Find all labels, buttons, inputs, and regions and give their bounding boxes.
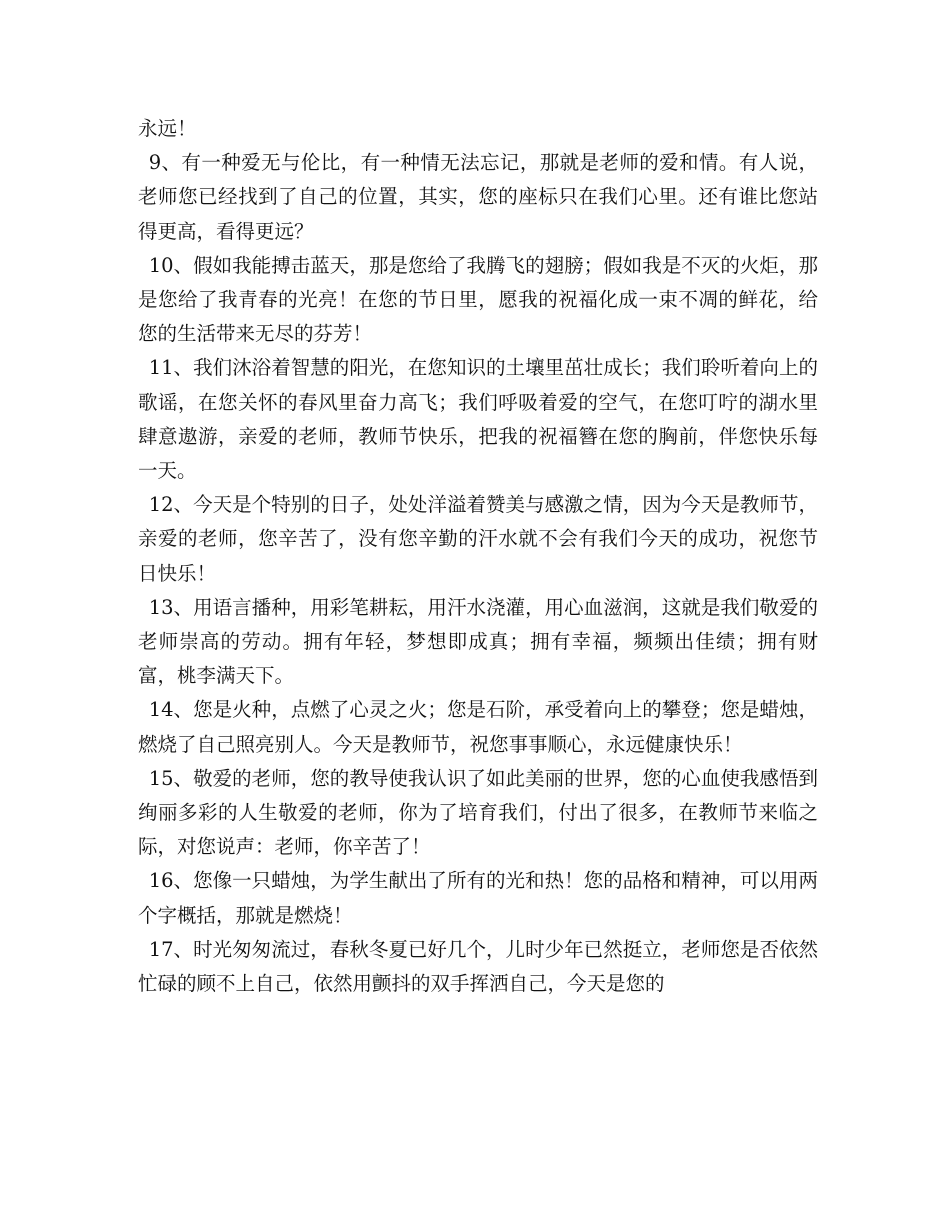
paragraph-17: 17、时光匆匆流过，春秋冬夏已好几个，儿时少年已然挺立，老师您是否依然忙碌的顾不上自己，依然用颤抖的双手挥洒自己，今天是您的 xyxy=(138,937,818,996)
paragraph-continuation: 永远！ xyxy=(138,117,197,140)
paragraph-13: 13、用语言播种，用彩笔耕耘，用汗水浇灌，用心血滋润，这就是我们敬爱的老师崇高的劳动。拥有年轻，梦想即成真；拥有幸福，频频出佳绩；拥有财富，桃李满天下。 xyxy=(138,595,818,688)
paragraph-9: 9、有一种爱无与伦比，有一种情无法忘记，那就是老师的爱和情。有人说，老师您已经找到了自己的位置，其实，您的座标只在我们心里。还有谁比您站得更高，看得更远？ xyxy=(138,151,818,243)
paragraph-14: 14、您是火种，点燃了心灵之火；您是石阶，承受着向上的攀登；您是蜡烛，燃烧了自己照亮别人。今天是教师节，祝您事事顺心，永远健康快乐！ xyxy=(138,698,818,756)
paragraph-10: 10、假如我能搏击蓝天，那是您给了我腾飞的翅膀；假如我是不灭的火炬，那是您给了我青春的光亮！在您的节日里，愿我的祝福化成一束不凋的鲜花，给您的生活带来无尽的芬芳！ xyxy=(138,253,818,346)
paragraph-15: 15、敬爱的老师，您的教导使我认识了如此美丽的世界，您的心血使我感悟到绚丽多彩的人生敬爱的老师，你为了培育我们，付出了很多，在教师节来临之际，对您说声：老师，你辛苦了！ xyxy=(138,766,818,859)
paragraph-12: 12、今天是个特别的日子，处处洋溢着赞美与感激之情，因为今天是教师节，亲爱的老师，您辛苦了，没有您辛勤的汗水就不会有我们今天的成功，祝您节日快乐！ xyxy=(138,493,818,585)
document-body xyxy=(138,112,818,1001)
paragraph-16: 16、您像一只蜡烛，为学生献出了所有的光和热！您的品格和精神，可以用两个字概括，那就是燃烧！ xyxy=(138,869,818,927)
paragraph-11: 11、我们沐浴着智慧的阳光，在您知识的土壤里茁壮成长；我们聆听着向上的歌谣，在您关怀的春风里奋力高飞；我们呼吸着爱的空气，在您叮咛的湖水里肆意遨游，亲爱的老师，教师节快乐，把我的祝福簪在您的胸前，伴您快乐每一天。 xyxy=(138,356,818,483)
